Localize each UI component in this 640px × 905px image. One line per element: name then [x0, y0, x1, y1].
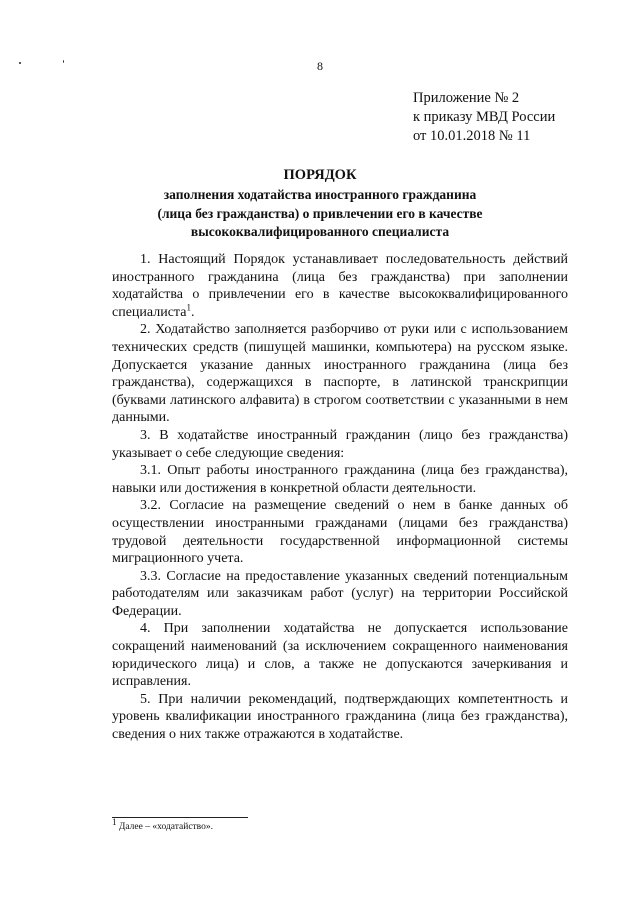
paragraph-2: 2. Ходатайство заполняется разборчиво от руки или с использованием технических средств (пишущей машинки, компьютера) на русском языке. Допускается указание данных иностранного гражданина (лица без гражданства), содержащихся в паспорте, в латинской транскрипции (буквами латинского алфавита) в строгом соответствии с указанными в нем данными.	[112, 322, 568, 426]
paragraph-3-2: 3.2. Согласие на размещение сведений о нем в банке данных об осуществлении иностранными гражданами (лицами без гражданства) трудовой деятельности государственной информационной системы миграционного учета.	[112, 498, 568, 567]
subtitle-line: (лица без гражданства) о привлечении его в качестве	[157, 205, 483, 221]
paragraph-text: 1. Настоящий Порядок устанавливает последовательность действий иностранного гражданина (лица без гражданства) при заполнении ходатайства о привлечении его в качестве высококвалифицированного специалиста	[112, 252, 568, 320]
footnote-marker: 1	[112, 817, 117, 827]
paragraph-5: 5. При наличии рекомендаций, подтверждающих компетентность и уровень квалификации иностранного гражданина (лица без гражданства), сведения о них также отражаются в ходатайстве.	[112, 691, 568, 743]
document-subtitle	[0, 186, 640, 242]
appendix-line: Приложение № 2	[413, 90, 520, 106]
footnote	[112, 817, 213, 833]
paragraph-3-1: 3.1. Опыт работы иностранного гражданина (лица без гражданства), навыки или достижения в конкретной области деятельности.	[112, 463, 568, 496]
subtitle-line: заполнения ходатайства иностранного гражданина	[163, 187, 477, 202]
paragraph-end: .	[190, 304, 195, 320]
appendix-line: от 10.01.2018 № 11	[413, 128, 531, 144]
paragraph-3: 3. В ходатайстве иностранный гражданин (лицо без гражданства) указывает о себе следующие сведения:	[112, 427, 568, 461]
paragraph-3-3: 3.3. Согласие на предоставление указанных сведений потенциальным работодателям или заказчикам работ (услуг) на территории Российской Федерации.	[112, 568, 568, 619]
document-body	[112, 251, 568, 744]
footnote-reference: 1	[186, 302, 191, 313]
appendix-header	[413, 89, 555, 146]
appendix-line: к приказу МВД России	[413, 109, 556, 125]
subtitle-line: высококвалифицированного специалиста	[190, 224, 450, 239]
document-title: ПОРЯДОК	[283, 167, 357, 183]
paragraph-1	[112, 251, 568, 321]
footnote-text: Далее – «ходатайство».	[116, 822, 213, 833]
footnote-divider	[112, 817, 248, 818]
paragraph-4: 4. При заполнении ходатайства не допускается использование сокращений наименований (за исключением сокращенного наименования юридического лица) и слов, а также не допускаются зачеркивания и исправления.	[112, 621, 568, 690]
page-number: 8	[317, 59, 323, 73]
